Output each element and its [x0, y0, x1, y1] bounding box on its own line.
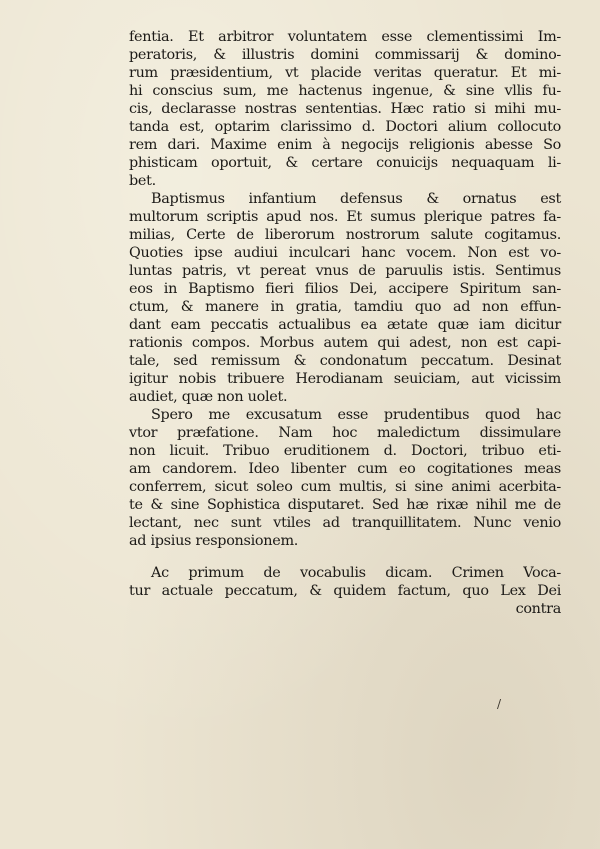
text-line: am candorem. Ideo libenter cum eo cogitationes meas: [129, 461, 561, 477]
paragraph-2: [129, 190, 561, 406]
text-line: rationis compos. Morbus autem qui adest, non est capi-: [129, 335, 561, 351]
paragraph-1: [129, 28, 561, 190]
text-line: Baptismus infantium defensus & ornatus est: [151, 191, 561, 207]
text-block: [129, 28, 561, 618]
text-line: Ac primum de vocabulis dicam. Crimen Voca-: [151, 565, 561, 581]
text-line: tur actuale peccatum, & quidem factum, quo Lex Dei: [129, 583, 561, 599]
text-line: Quoties ipse audiui inculcari hanc vocem. Non est vo-: [129, 245, 561, 261]
text-line: non licuit. Tribuo eruditionem d. Doctori, tribuo eti-: [129, 443, 561, 459]
text-line: fentia. Et arbitror voluntatem esse clementissimi Im-: [129, 29, 561, 45]
text-line: rem dari. Maxime enim à negocijs religionis abesse So: [129, 137, 561, 153]
text-line: te & sine Sophistica disputaret. Sed hæ rixæ nihil me de: [129, 497, 561, 513]
text-line: dant eam peccatis actualibus ea ætate quæ iam dicitur: [129, 317, 561, 333]
text-line: rum præsidentium, vt placide veritas queratur. Et mi-: [129, 65, 561, 81]
text-line: vtor præfatione. Nam hoc maledictum dissimulare: [129, 425, 561, 441]
paragraph-gap: [129, 550, 561, 564]
signature-mark: /: [497, 697, 502, 711]
text-line: igitur nobis tribuere Herodianam seuiciam, aut vicissim: [129, 371, 561, 387]
text-line: cis, declarasse nostras sententias. Hæc ratio si mihi mu-: [129, 101, 561, 117]
text-line: conferrem, sicut soleo cum multis, si sine animi acerbita-: [129, 479, 561, 495]
text-line: milias, Certe de liberorum nostrorum salute cogitamus.: [129, 227, 561, 243]
text-line: ctum, & manere in gratia, tamdiu quo ad non effun-: [129, 299, 561, 315]
text-line: tanda est, optarim clarissimo d. Doctori alium collocuto: [129, 119, 561, 135]
text-line: audiet, quæ non uolet.: [129, 389, 288, 405]
text-line: eos in Baptismo fieri filios Dei, accipere Spiritum san-: [129, 281, 561, 297]
text-line: lectant, nec sunt vtiles ad tranquillitatem. Nunc venio: [129, 515, 561, 531]
catchword: contra: [515, 601, 561, 617]
text-line: Spero me excusatum esse prudentibus quod hac: [151, 407, 561, 423]
text-line: luntas patris, vt pereat vnus de paruulis istis. Sentimus: [129, 263, 561, 279]
text-line: phisticam oportuit, & certare conuicijs nequaquam li-: [129, 155, 561, 171]
text-line: bet.: [129, 173, 156, 189]
paragraph-3: [129, 406, 561, 550]
text-line: tale, sed remissum & condonatum peccatum. Desinat: [129, 353, 561, 369]
text-line: multorum scriptis apud nos. Et sumus plerique patres fa-: [129, 209, 561, 225]
text-line: ad ipsius responsionem.: [129, 533, 299, 549]
text-line: peratoris, & illustris domini commissarij & domino-: [129, 47, 561, 63]
paragraph-4: [129, 564, 561, 618]
text-line: hi conscius sum, me hactenus ingenue, & sine vllis fu-: [129, 83, 561, 99]
